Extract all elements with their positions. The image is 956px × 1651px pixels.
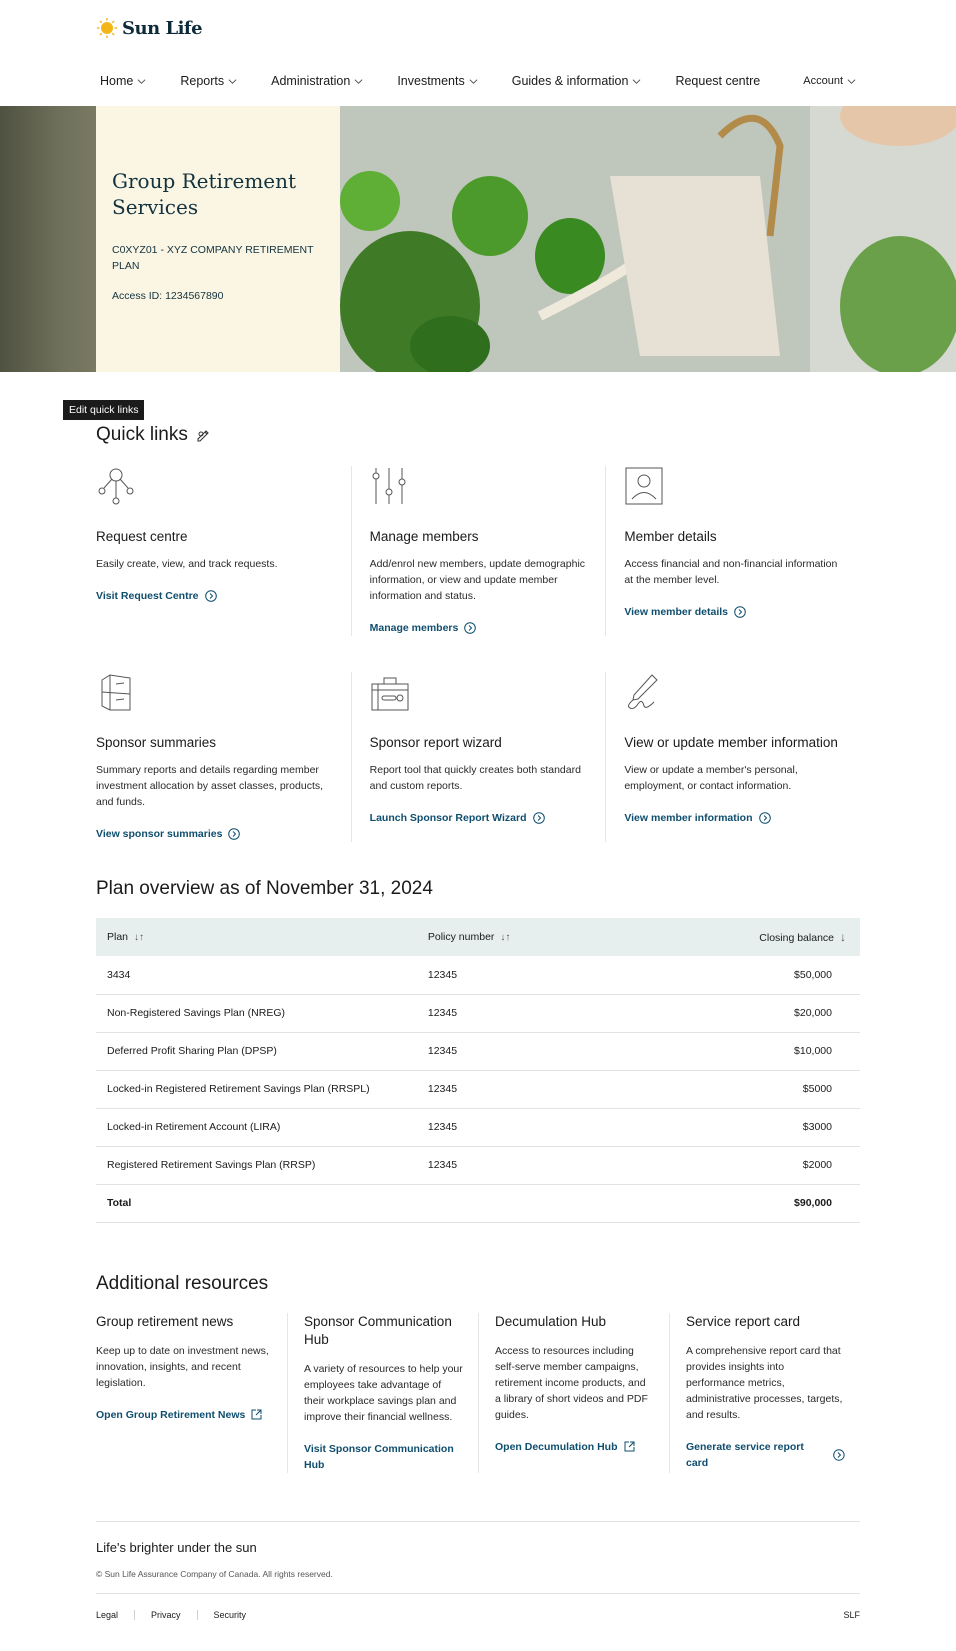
sort-icon: ↓↑ (134, 932, 145, 943)
table-row (96, 1070, 860, 1108)
manage-members-link[interactable] (370, 622, 477, 634)
external-link-icon (251, 1409, 262, 1420)
table-row (96, 1032, 860, 1070)
link-text: Visit Sponsor Communication Hub (304, 1442, 454, 1471)
link-text: View member details (624, 606, 729, 618)
quick-link-desc: View or update a member's personal, employment, or contact information. (624, 764, 798, 792)
plan-cell: 3434 (96, 956, 417, 994)
plan-overview-section (0, 842, 956, 1223)
column-label: Policy number (427, 931, 495, 943)
footer-code: SLF (843, 1609, 860, 1620)
link-text: Launch Sponsor Report Wizard (369, 812, 527, 824)
column-plan[interactable] (96, 918, 417, 956)
resource-title: Service report card (686, 1313, 801, 1329)
policy-cell: 12345 (417, 956, 631, 994)
quick-link-title: Manage members (369, 529, 479, 544)
total-value: $90,000 (631, 1184, 860, 1222)
sun-life-logo[interactable] (96, 17, 202, 39)
site-header (0, 0, 956, 106)
arrow-circle-icon (228, 828, 240, 840)
plan-cell: Deferred Profit Sharing Plan (DPSP) (96, 1032, 417, 1070)
quick-link-title: Request centre (96, 529, 188, 544)
hero-banner (0, 106, 956, 372)
quick-link-title: Sponsor report wizard (369, 735, 502, 750)
column-label: Plan (107, 931, 129, 943)
arrow-circle-icon (533, 812, 545, 824)
chevron-down-icon (137, 77, 146, 86)
additional-resources-title: Additional resources (96, 1272, 269, 1294)
nav-home[interactable] (100, 74, 146, 88)
quick-link-title: Member details (624, 529, 717, 544)
external-link-icon (624, 1441, 635, 1452)
policy-cell: 12345 (417, 1070, 631, 1108)
link-text: Open Decumulation Hub (495, 1440, 618, 1453)
view-sponsor-summaries-link[interactable] (96, 828, 240, 840)
quick-links-title (96, 424, 860, 446)
divider (134, 1610, 135, 1620)
footer-link-privacy[interactable]: Privacy (151, 1609, 181, 1620)
resource-title: Group retirement news (96, 1313, 234, 1329)
divider (197, 1610, 198, 1620)
hero-card (96, 106, 340, 372)
launch-sponsor-report-wizard-link[interactable] (370, 812, 545, 824)
nav-request-centre[interactable] (675, 74, 760, 88)
quick-link-desc: Access financial and non-financial information at the member level. (624, 558, 838, 586)
quick-link-card (351, 672, 606, 842)
quick-link-card (96, 672, 351, 842)
resource-title: Decumulation Hub (495, 1313, 607, 1329)
arrow-circle-icon (464, 622, 476, 634)
hero-image-left (0, 106, 96, 372)
plan-overview-title: Plan overview as of November 31, 2024 (96, 878, 433, 899)
nav-administration[interactable] (271, 74, 363, 88)
table-row (96, 994, 860, 1032)
footer-link-security[interactable]: Security (213, 1609, 247, 1620)
total-row (96, 1184, 860, 1222)
visit-request-centre-link[interactable] (96, 590, 217, 602)
main-nav (0, 56, 956, 106)
plan-cell: Registered Retirement Savings Plan (RRSP) (96, 1146, 417, 1184)
toolbox-icon (370, 672, 410, 712)
quick-link-desc: Report tool that quickly creates both standard and custom reports. (369, 764, 581, 792)
view-member-information-link[interactable] (624, 812, 770, 824)
arrow-circle-icon (734, 606, 746, 618)
nav-reports[interactable] (180, 74, 237, 88)
quick-link-title: View or update member information (624, 735, 838, 750)
nav-label: Home (100, 74, 134, 88)
sort-icon: ↓↑ (500, 932, 511, 943)
link-text: Open Group Retirement News (96, 1408, 246, 1421)
link-text: Manage members (369, 622, 459, 634)
quick-links-section (0, 372, 956, 842)
resource-desc: Keep up to date on investment news, innovation, insights, and recent legislation. (96, 1344, 269, 1389)
quick-link-desc: Add/enrol new members, update demographic information, or view and update member information and status. (369, 558, 586, 602)
sun-logo-icon (96, 17, 118, 39)
quick-link-card (605, 672, 860, 842)
policy-cell: 12345 (417, 1032, 631, 1070)
network-icon (96, 466, 136, 506)
sliders-icon (370, 466, 410, 506)
nav-label: Guides & information (511, 74, 629, 88)
nav-label: Investments (397, 74, 465, 88)
nav-guides-information[interactable] (512, 74, 642, 88)
filing-cabinet-icon (96, 672, 136, 712)
chevron-down-icon (228, 77, 237, 86)
edit-icon[interactable] (196, 428, 210, 442)
resource-card (287, 1313, 478, 1473)
watering-can-illustration (340, 106, 956, 372)
footer-tagline: Life's brighter under the sun (96, 1539, 257, 1555)
resource-desc: Access to resources including self-serve member campaigns, retirement income products, and a library of short videos and PDF guides. (495, 1344, 648, 1421)
resource-card (96, 1313, 287, 1473)
arrow-circle-icon (205, 590, 217, 602)
quick-link-desc: Easily create, view, and track requests. (96, 558, 278, 570)
chevron-down-icon (632, 77, 641, 86)
column-policy-number[interactable] (417, 918, 631, 956)
plan-overview-table (96, 918, 860, 1223)
quick-link-card (605, 466, 860, 636)
nav-label: Administration (271, 74, 351, 88)
quick-link-desc: Summary reports and details regarding member investment allocation by asset classes, products, and funds. (96, 764, 324, 808)
copyright: © Sun Life Assurance Company of Canada. All rights reserved. (96, 1569, 860, 1594)
plan-name: C0XYZ01 - XYZ COMPANY RETIREMENT PLAN (112, 244, 314, 272)
additional-resources-section (0, 1223, 956, 1473)
footer-link-legal[interactable]: Legal (96, 1609, 119, 1620)
table-row (96, 1146, 860, 1184)
link-text: View sponsor summaries (96, 828, 223, 840)
balance-cell: $2000 (631, 1146, 860, 1184)
view-member-details-link[interactable] (624, 606, 746, 618)
chevron-down-icon (469, 77, 478, 86)
link-text: View member information (624, 812, 753, 824)
policy-cell: 12345 (417, 994, 631, 1032)
hero-photo-watering-can (340, 106, 956, 372)
balance-cell: $3000 (631, 1108, 860, 1146)
nav-label: Request centre (675, 74, 761, 88)
chevron-down-icon (354, 77, 363, 86)
arrow-circle-icon (759, 812, 771, 824)
plan-cell: Locked-in Registered Retirement Savings Plan (RRSPL) (96, 1070, 417, 1108)
sort-desc-icon: ↓ (840, 930, 846, 944)
balance-cell: $5000 (631, 1070, 860, 1108)
resource-card (478, 1313, 669, 1473)
generate-service-report-card-link[interactable] (686, 1439, 845, 1471)
balance-cell: $10,000 (631, 1032, 860, 1070)
account-label: Account (803, 75, 843, 87)
access-id: Access ID: 1234567890 (112, 290, 224, 302)
column-closing-balance[interactable] (631, 918, 860, 956)
edit-quick-links-tooltip: Edit quick links (63, 400, 144, 420)
nav-investments[interactable] (397, 74, 477, 88)
visit-sponsor-communication-hub-link[interactable] (304, 1441, 463, 1473)
site-footer (0, 1521, 956, 1640)
quick-link-title: Sponsor summaries (96, 735, 217, 750)
total-label: Total (96, 1184, 417, 1222)
table-row (96, 956, 860, 994)
open-decumulation-hub-link[interactable] (495, 1439, 635, 1455)
hero-title: Group Retirement Services (112, 169, 297, 219)
resource-desc: A variety of resources to help your employees take advantage of their workplace savings plan and improve their financial wellness. (304, 1362, 463, 1423)
arrow-circle-icon (833, 1449, 845, 1461)
resource-title: Sponsor Communication Hub (304, 1313, 452, 1347)
column-label: Closing balance (759, 932, 834, 944)
link-text: Visit Request Centre (96, 590, 199, 602)
section-title-text: Quick links (96, 424, 188, 445)
quick-link-card (351, 466, 606, 636)
policy-cell: 12345 (417, 1146, 631, 1184)
account-menu[interactable] (803, 75, 856, 87)
pen-icon (624, 672, 664, 712)
quick-link-card (96, 466, 351, 636)
plan-cell: Locked-in Retirement Account (LIRA) (96, 1108, 417, 1146)
resource-card (669, 1313, 860, 1473)
logo-text: Sun Life (122, 17, 203, 39)
policy-cell: 12345 (417, 1108, 631, 1146)
resource-desc: A comprehensive report card that provides insights into performance metrics, administrative processes, targets, and results. (686, 1344, 843, 1421)
user-icon (624, 466, 664, 506)
plan-cell: Non-Registered Savings Plan (NREG) (96, 994, 417, 1032)
chevron-down-icon (847, 77, 856, 86)
balance-cell: $20,000 (631, 994, 860, 1032)
table-row (96, 1108, 860, 1146)
balance-cell: $50,000 (631, 956, 860, 994)
nav-label: Reports (180, 74, 225, 88)
open-group-retirement-news-link[interactable] (96, 1407, 262, 1423)
link-text: Generate service report card (686, 1440, 804, 1469)
